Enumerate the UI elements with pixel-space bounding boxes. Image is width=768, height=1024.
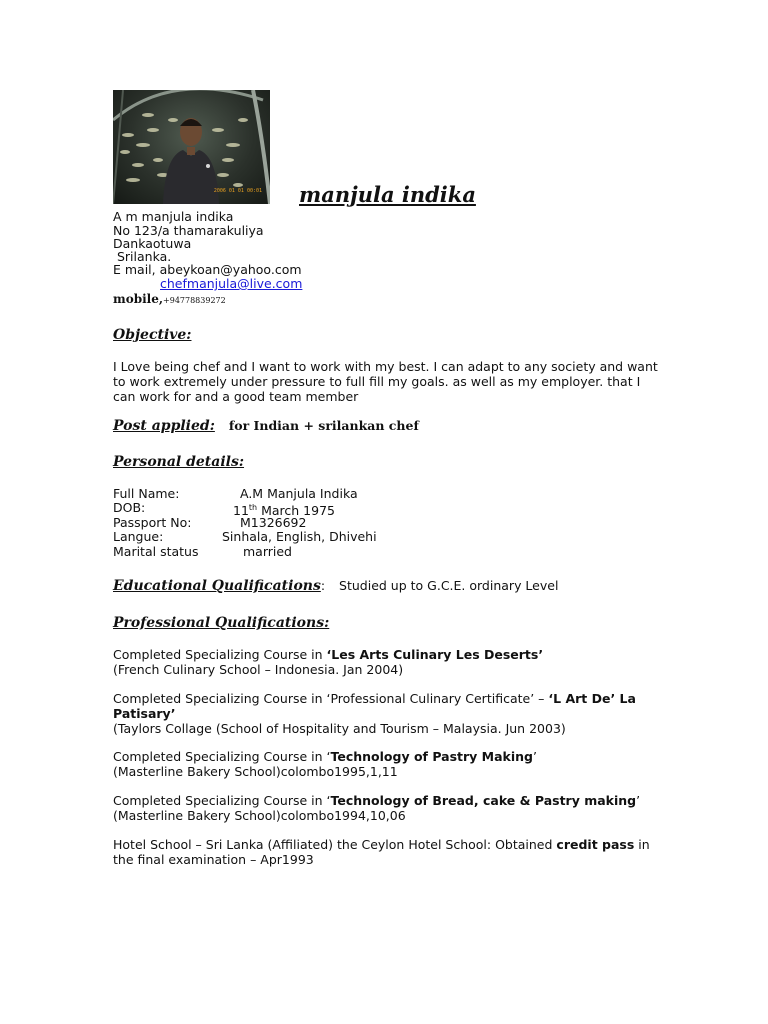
post-applied-value: for Indian + srilankan chef xyxy=(228,418,419,433)
qualification-5 xyxy=(113,837,658,867)
profile-photo xyxy=(113,90,270,204)
education-row xyxy=(113,579,558,593)
q4-quote: ’ xyxy=(636,793,641,808)
name-title: manjula indika xyxy=(299,182,476,207)
mobile-label: mobile, xyxy=(113,292,164,306)
contact-address: No 123/a thamarakuliya xyxy=(113,223,264,238)
email-link[interactable]: chefmanjula@live.com xyxy=(160,276,303,291)
q1-text: Completed Specializing Course in xyxy=(113,647,327,662)
q3-quote: ’ xyxy=(532,749,537,764)
contact-country: Srilanka. xyxy=(113,249,172,264)
marital-status-label: Marital status xyxy=(113,544,199,559)
full-name-label: Full Name: xyxy=(113,486,180,501)
photo-date-stamp: 2006 01 01 00:01 xyxy=(213,188,262,194)
contact-name: A m manjula indika xyxy=(113,209,234,224)
dob-label: DOB: xyxy=(113,500,146,515)
q4-course: Technology of Bread, cake & Pastry making xyxy=(330,793,637,808)
q3-course: Technology of Pastry Making xyxy=(330,749,533,764)
q4-text: Completed Specializing Course in ‘ xyxy=(113,793,331,808)
q2-text: Completed Specializing Course in ‘Professional Culinary Certificate’ – xyxy=(113,691,549,706)
full-name-value: A.M Manjula Indika xyxy=(240,486,358,501)
qualification-4 xyxy=(113,793,673,823)
q1-course: ‘Les Arts Culinary Les Deserts’ xyxy=(326,647,544,662)
qualification-2 xyxy=(113,691,641,736)
passport-value: M1326692 xyxy=(240,515,307,530)
objective-heading: Objective: xyxy=(113,327,192,343)
q3-text: Completed Specializing Course in ‘ xyxy=(113,749,331,764)
objective-text: I Love being chef and I want to work with my best. I can adapt to any society and want to work extremely under pressure to full fill my goals. as well as my employer. that I can work for and a good team member xyxy=(113,359,658,404)
q4-school: (Masterline Bakery School)colombo1994,10,06 xyxy=(113,808,406,823)
qualification-3 xyxy=(113,749,658,779)
professional-heading: Professional Qualifications: xyxy=(113,615,330,631)
contact-email: E mail, abeykoan@yahoo.com xyxy=(113,262,302,277)
languages-label: Langue: xyxy=(113,529,164,544)
dob-day: 11 xyxy=(233,503,249,519)
q2-course: ‘L Art De’ La Patisary’ xyxy=(113,691,636,721)
contact-mobile xyxy=(113,292,226,308)
q5-text: Hotel School – Sri Lanka (Affiliated) the Ceylon Hotel School: Obtained xyxy=(113,837,557,852)
personal-details-heading: Personal details: xyxy=(113,454,245,470)
education-colon: : xyxy=(320,578,326,593)
education-value: Studied up to G.C.E. ordinary Level xyxy=(339,578,559,593)
qualification-1 xyxy=(113,647,658,677)
profile-photo-image xyxy=(113,90,270,204)
dob-month-year: March 1975 xyxy=(257,503,335,519)
q1-school: (French Culinary School – Indonesia. Jan 2004) xyxy=(113,662,404,677)
q5-exam: in the final examination – Apr1993 xyxy=(113,837,654,867)
dob-day-suffix: th xyxy=(248,503,258,512)
q5-credit: credit pass xyxy=(556,837,635,852)
post-applied xyxy=(113,419,419,433)
languages-value: Sinhala, English, Dhivehi xyxy=(222,529,377,544)
q2-school: (Taylors Collage (School of Hospitality and Tourism – Malaysia. Jun 2003) xyxy=(113,721,566,736)
passport-label: Passport No: xyxy=(113,515,192,530)
q3-school: (Masterline Bakery School)colombo1995,1,11 xyxy=(113,764,398,779)
marital-status-value: married xyxy=(243,544,292,559)
post-applied-heading: Post applied: xyxy=(113,418,215,434)
contact-city: Dankaotuwa xyxy=(113,236,192,251)
mobile-number: +94778839272 xyxy=(163,296,226,305)
education-heading: Educational Qualifications xyxy=(113,578,321,594)
